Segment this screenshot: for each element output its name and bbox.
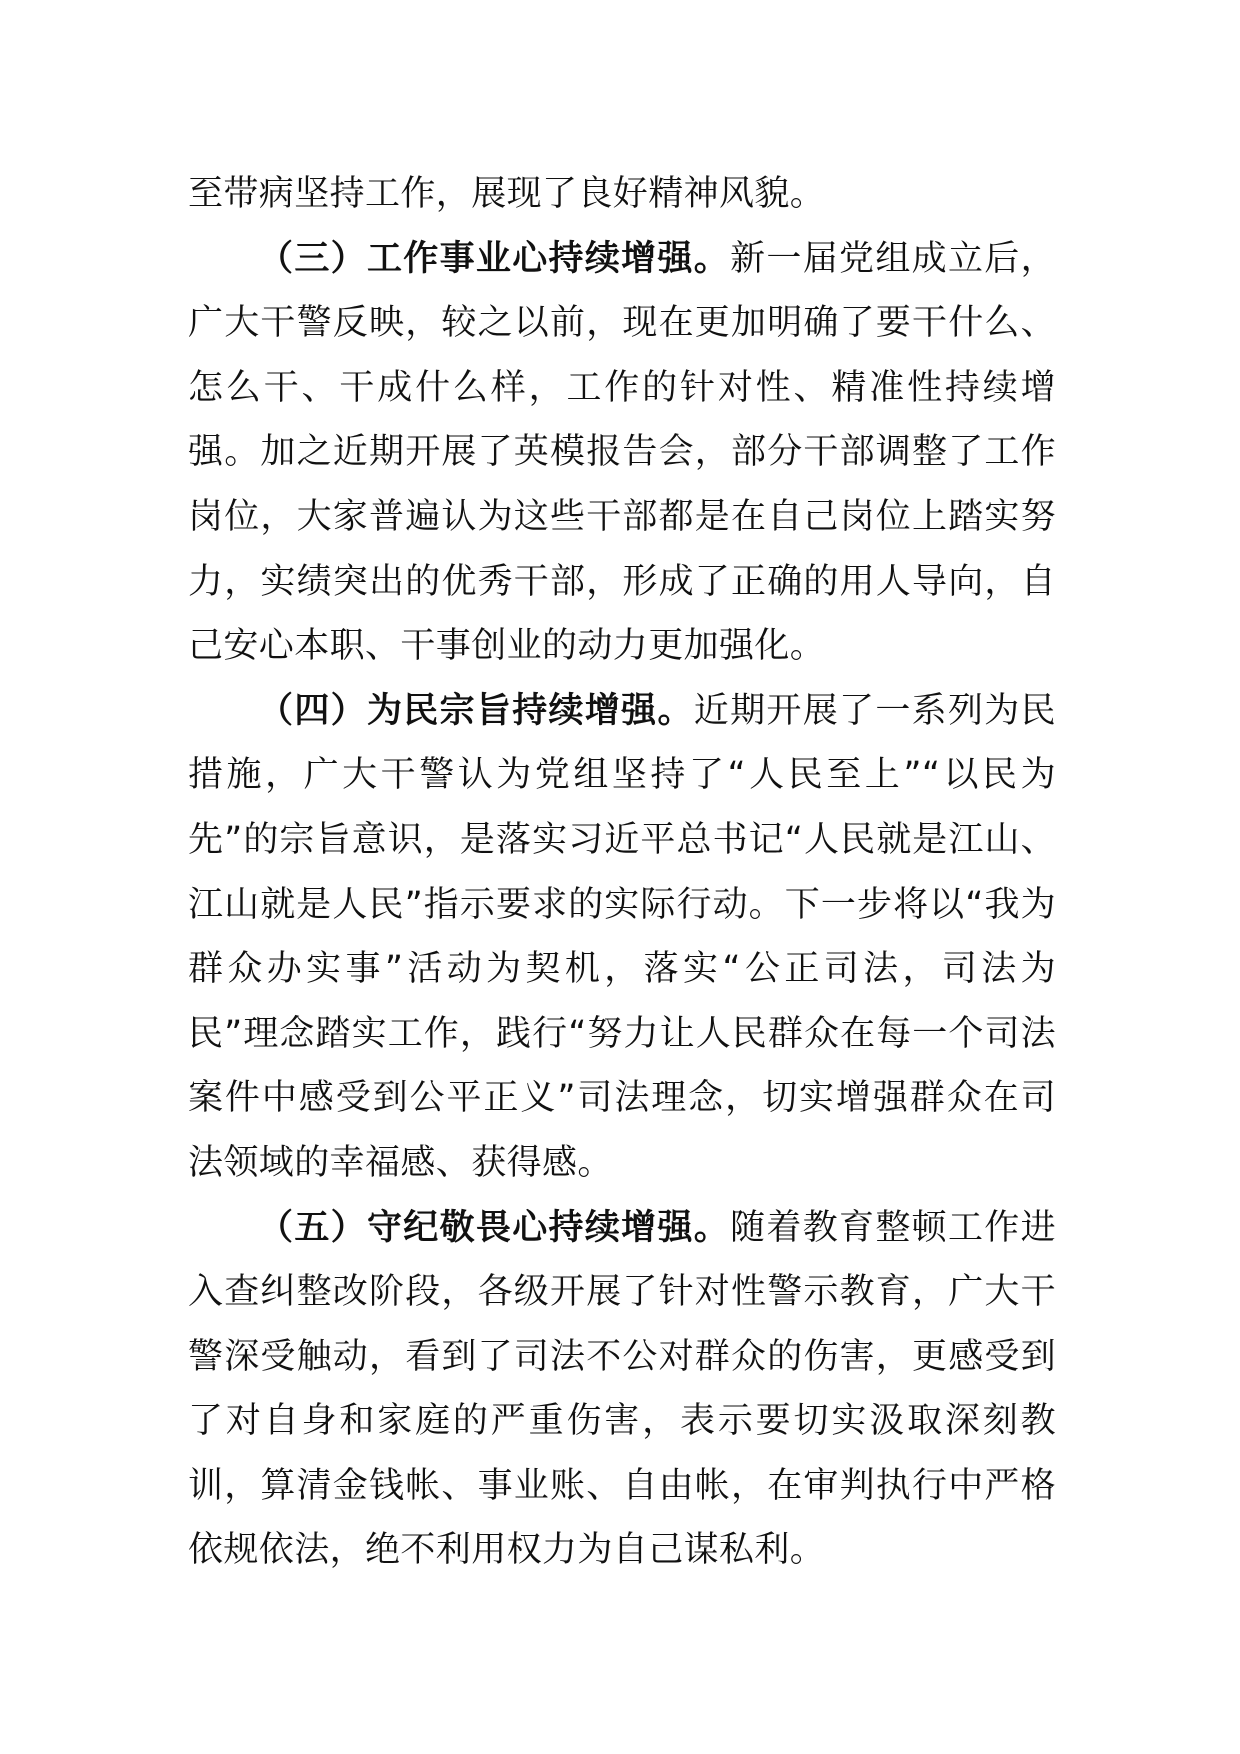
section-heading: （四）为民宗旨持续增强。	[258, 690, 694, 731]
paragraph-body: 至带病坚持工作，展现了良好精神风貌。	[188, 174, 826, 214]
paragraph-body: 近期开展了一系列为民措施，广大干警认为党组坚持了“人民至上”“以民为先”的宗旨意识，是落实习近平总书记“人民就是江山、江山就是人民”指示要求的实际行动。下一步将以“我为群众办实事”活动为契机，落实“公正司法，司法为民”理念踏实工作，践行“努力让人民群众在每一个司法案件中感受到公平正义”司法理念，切实增强群众在司法领域的幸福感、获得感。	[188, 690, 1056, 1183]
document-body	[188, 162, 1056, 1583]
paragraph-section-4	[188, 679, 1056, 1196]
section-heading: （五）守纪敬畏心持续增强。	[258, 1207, 731, 1248]
section-heading: （三）工作事业心持续增强。	[258, 238, 731, 279]
paragraph-body: 随着教育整顿工作进入查纠整改阶段，各级开展了针对性警示教育，广大干警深受触动，看到了司法不公对群众的伤害，更感受到了对自身和家庭的严重伤害，表示要切实汲取深刻教训，算清金钱帐、事业账、自由帐，在审判执行中严格依规依法，绝不利用权力为自己谋私利。	[188, 1207, 1057, 1571]
paragraph-continuation	[188, 162, 1056, 227]
paragraph-section-3	[188, 227, 1056, 679]
paragraph-body: 新一届党组成立后，广大干警反映，较之以前，现在更加明确了要干什么、怎么干、干成什么样，工作的针对性、精准性持续增强。加之近期开展了英模报告会，部分干部调整了工作岗位，大家普遍认为这些干部都是在自己岗位上踏实努力，实绩突出的优秀干部，形成了正确的用人导向，自己安心本职、干事创业的动力更加强化。	[188, 238, 1057, 667]
paragraph-section-5	[188, 1196, 1056, 1584]
